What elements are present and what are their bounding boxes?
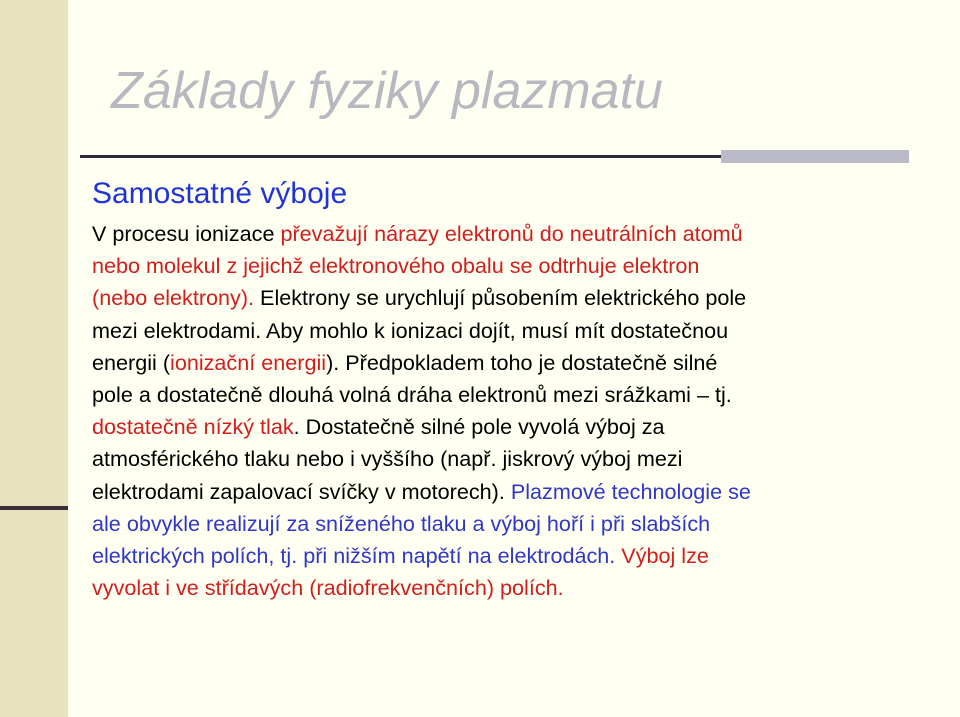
- body-line: [92, 508, 922, 540]
- body-text-segment: V procesu ionizace: [92, 221, 281, 246]
- highlighted-text-segment: převažují nárazy elektronů do neutrálních atomů: [280, 221, 743, 246]
- body-text-segment: energii (: [92, 349, 171, 375]
- body-text-segment: Předpokladem toho je dostatečně silné: [345, 349, 718, 375]
- left-band-marker: [0, 506, 68, 510]
- section-heading: Samostatné výboje: [92, 177, 348, 210]
- body-line: [92, 218, 922, 250]
- body-text-segment: elektrodami zapalovací svíčky v motorech).: [92, 478, 511, 504]
- highlighted-text-segment: elektrických polích, tj. při nižším napětí na elektrodách.: [92, 543, 622, 569]
- body-text-segment: atmosférického tlaku nebo i vyššího (např. jiskrový výboj mezi: [92, 446, 683, 472]
- body-line: [92, 282, 922, 314]
- body-line: [92, 250, 922, 282]
- body-text-segment: . Dostatečně silné pole vyvolá výboj za: [293, 414, 665, 440]
- body-line: [92, 379, 922, 411]
- highlighted-text-segment: ionizační energii: [170, 349, 327, 375]
- slide-content: [92, 174, 922, 604]
- highlighted-text-segment: Plazmové technologie se: [510, 478, 751, 504]
- highlighted-text-segment: vyvolat i ve střídavých (radiofrekvenčních) polích.: [92, 575, 564, 601]
- title-divider-accent: [721, 150, 909, 163]
- body-text-segment: Elektrony se urychlují působením elektrického pole: [260, 285, 747, 311]
- body-line: [92, 540, 922, 572]
- body-line: [92, 572, 922, 604]
- body-line: [92, 411, 922, 443]
- body-line: [92, 443, 922, 475]
- highlighted-text-segment: dostatečně nízký tlak: [92, 414, 294, 440]
- highlighted-text-segment: (nebo elektrony).: [92, 285, 261, 311]
- body-text-segment: mezi elektrodami. Aby mohlo k ionizaci dojít, musí mít dostatečnou: [92, 317, 729, 343]
- body-text-segment: pole a dostatečně dlouhá volná dráha elektronů mezi srážkami – tj.: [92, 382, 732, 408]
- slide-title: Základy fyziky plazmatu: [111, 62, 663, 120]
- highlighted-text-segment: ale obvykle realizují za sníženého tlaku a výboj hoří i při slabších: [92, 510, 711, 536]
- body-line: [92, 315, 922, 347]
- body-paragraph: [92, 218, 922, 604]
- highlighted-text-segment: nebo molekul z jejichž elektronového obalu se odtrhuje elektron: [92, 253, 700, 279]
- body-text-segment: ).: [326, 349, 346, 375]
- highlighted-text-segment: Výboj lze: [621, 543, 709, 569]
- body-line: [92, 476, 922, 508]
- left-decorative-band: [0, 0, 68, 717]
- body-line: [92, 347, 922, 379]
